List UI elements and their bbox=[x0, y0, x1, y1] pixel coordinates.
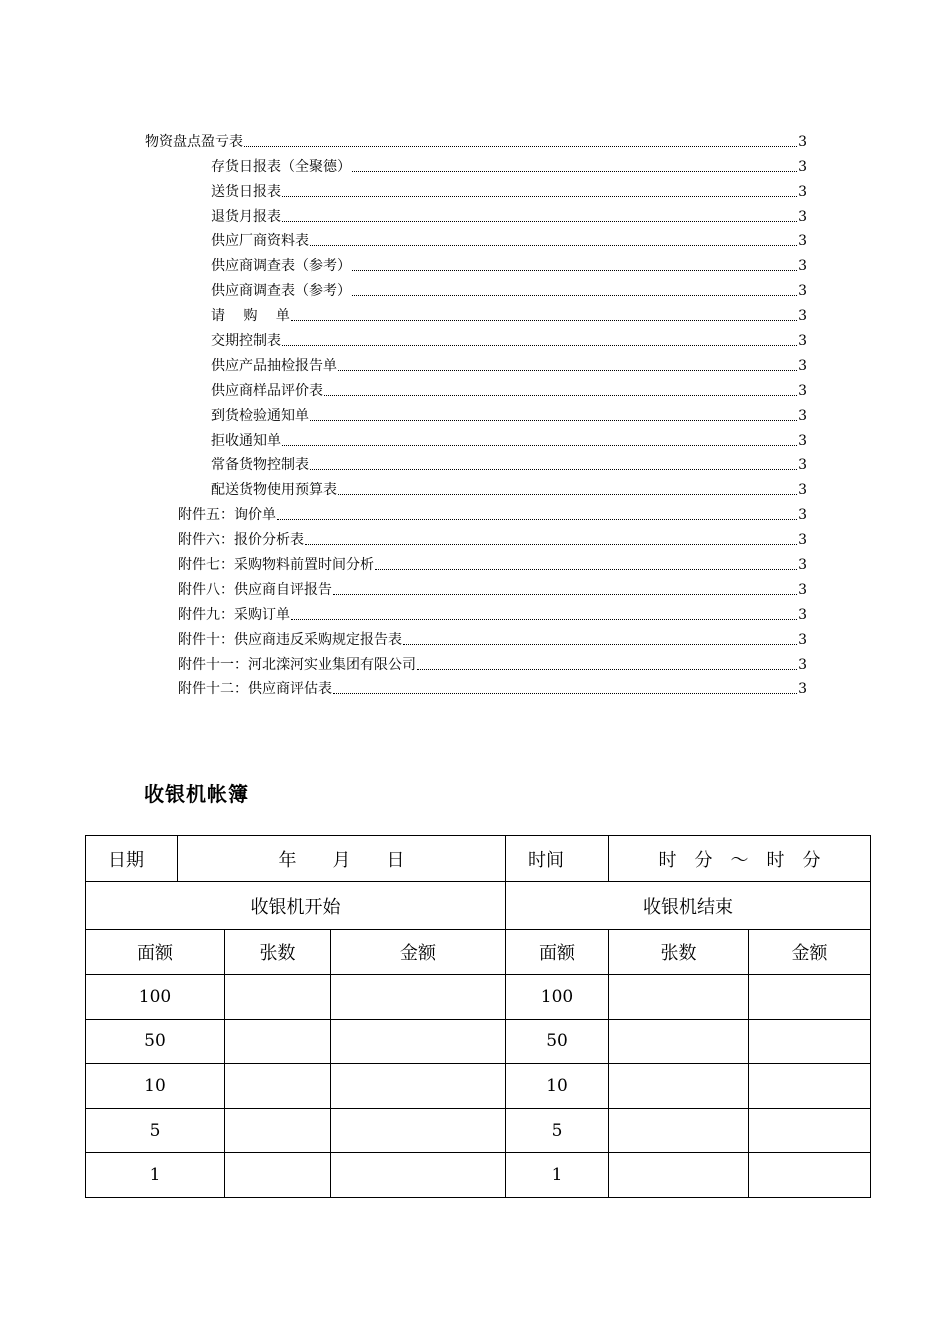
toc-entry-title: 送货日报表 bbox=[211, 183, 281, 200]
toc-entry-page: 3 bbox=[798, 233, 807, 250]
end-denomination-cell: 5 bbox=[506, 1108, 609, 1153]
cash-register-ledger-table bbox=[85, 835, 870, 1197]
time-value[interactable]: 时 分 ～ 时 分 bbox=[609, 836, 871, 882]
end-amount-cell[interactable] bbox=[749, 1019, 871, 1064]
toc-entry-page: 3 bbox=[798, 507, 807, 524]
end-denomination-cell: 100 bbox=[506, 975, 609, 1020]
start-count-cell[interactable] bbox=[225, 1019, 331, 1064]
end-denomination-cell: 1 bbox=[506, 1153, 609, 1198]
toc-entry[interactable] bbox=[145, 598, 807, 623]
toc-dot-leader bbox=[338, 493, 797, 495]
toc-entry-title: 请 购 单 bbox=[211, 308, 290, 325]
toc-dot-leader bbox=[282, 195, 797, 197]
toc-dot-leader bbox=[282, 220, 797, 222]
start-denomination-cell: 5 bbox=[86, 1108, 225, 1153]
start-denomination-cell: 10 bbox=[86, 1064, 225, 1109]
toc-entry[interactable] bbox=[145, 523, 807, 548]
toc-entry[interactable] bbox=[145, 473, 807, 498]
start-denomination-cell: 50 bbox=[86, 1019, 225, 1064]
end-amount-cell[interactable] bbox=[749, 1153, 871, 1198]
toc-dot-leader bbox=[338, 369, 797, 371]
start-amount-cell[interactable] bbox=[331, 1064, 506, 1109]
toc-entry-title: 供应商调查表（参考） bbox=[211, 258, 351, 275]
toc-entry-page: 3 bbox=[798, 656, 807, 673]
toc-entry-title: 附件十：供应商违反采购规定报告表 bbox=[178, 631, 402, 648]
toc-entry-title: 附件七：采购物料前置时间分析 bbox=[178, 557, 374, 574]
end-col-amount: 金额 bbox=[749, 930, 871, 975]
toc-entry[interactable] bbox=[145, 225, 807, 250]
end-count-cell[interactable] bbox=[609, 975, 749, 1020]
toc-entry-page: 3 bbox=[798, 158, 807, 175]
toc-entry-title: 附件六：报价分析表 bbox=[178, 532, 304, 549]
toc-entry-title: 常备货物控制表 bbox=[211, 457, 309, 474]
toc-entry-page: 3 bbox=[798, 308, 807, 325]
toc-entry-page: 3 bbox=[798, 631, 807, 648]
end-amount-cell[interactable] bbox=[749, 975, 871, 1020]
toc-entry-page: 3 bbox=[798, 557, 807, 574]
toc-entry-page: 3 bbox=[798, 382, 807, 399]
start-amount-cell[interactable] bbox=[331, 1153, 506, 1198]
date-value[interactable]: 年 月 日 bbox=[178, 836, 506, 882]
toc-dot-leader bbox=[324, 394, 797, 396]
start-count-cell[interactable] bbox=[225, 1108, 331, 1153]
end-header: 收银机结束 bbox=[506, 882, 871, 930]
toc-entry-page: 3 bbox=[798, 333, 807, 350]
toc-dot-leader bbox=[291, 319, 797, 321]
toc-dot-leader bbox=[352, 294, 797, 296]
toc-entry-page: 3 bbox=[798, 283, 807, 300]
toc-dot-leader bbox=[310, 244, 797, 246]
toc-entry[interactable] bbox=[145, 175, 807, 200]
toc-entry-title: 存货日报表（全聚德） bbox=[211, 158, 351, 175]
end-col-count: 张数 bbox=[609, 930, 749, 975]
table-row bbox=[86, 1019, 871, 1064]
toc-entry[interactable] bbox=[145, 673, 807, 698]
toc-entry-page: 3 bbox=[798, 208, 807, 225]
ledger-title: 收银机帐簿 bbox=[144, 782, 249, 806]
toc-entry[interactable] bbox=[145, 374, 807, 399]
toc-dot-leader bbox=[403, 643, 797, 645]
toc-entry-title: 供应厂商资料表 bbox=[211, 233, 309, 250]
toc-entry[interactable] bbox=[145, 548, 807, 573]
toc-entry-title: 附件十二：供应商评估表 bbox=[178, 681, 332, 698]
toc-entry[interactable] bbox=[145, 498, 807, 523]
toc-entry[interactable] bbox=[145, 424, 807, 449]
toc-entry[interactable] bbox=[145, 449, 807, 474]
start-col-count: 张数 bbox=[225, 930, 331, 975]
toc-entry[interactable] bbox=[145, 125, 807, 150]
toc-entry[interactable] bbox=[145, 349, 807, 374]
toc-dot-leader bbox=[352, 269, 797, 271]
toc-dot-leader bbox=[244, 145, 797, 147]
time-label: 时间 bbox=[506, 836, 609, 882]
toc-entry-page: 3 bbox=[798, 432, 807, 449]
toc-entry[interactable] bbox=[145, 249, 807, 274]
start-amount-cell[interactable] bbox=[331, 975, 506, 1020]
toc-entry-page: 3 bbox=[798, 532, 807, 549]
toc-dot-leader bbox=[282, 344, 797, 346]
start-amount-cell[interactable] bbox=[331, 1108, 506, 1153]
toc-entry-page: 3 bbox=[798, 133, 807, 150]
toc-entry[interactable] bbox=[145, 299, 807, 324]
toc-entry-page: 3 bbox=[798, 258, 807, 275]
toc-dot-leader bbox=[291, 618, 797, 620]
toc-entry-title: 附件十一：河北滦河实业集团有限公司 bbox=[178, 656, 416, 673]
start-col-amount: 金额 bbox=[331, 930, 506, 975]
toc-dot-leader bbox=[333, 593, 797, 595]
end-denomination-cell: 10 bbox=[506, 1064, 609, 1109]
start-header: 收银机开始 bbox=[86, 882, 506, 930]
toc-dot-leader bbox=[277, 518, 797, 520]
toc-entry-title: 附件八：供应商自评报告 bbox=[178, 581, 332, 598]
toc-entry-title: 附件五：询价单 bbox=[178, 507, 276, 524]
toc-dot-leader bbox=[352, 170, 797, 172]
toc-entry-page: 3 bbox=[798, 606, 807, 623]
toc-entry-title: 交期控制表 bbox=[211, 333, 281, 350]
toc-entry-page: 3 bbox=[798, 482, 807, 499]
end-count-cell[interactable] bbox=[609, 1153, 749, 1198]
toc-entry-page: 3 bbox=[798, 581, 807, 598]
toc-entry-page: 3 bbox=[798, 357, 807, 374]
toc-entry-title: 供应商样品评价表 bbox=[211, 382, 323, 399]
toc-entry-title: 供应产品抽检报告单 bbox=[211, 357, 337, 374]
table-row bbox=[86, 1108, 871, 1153]
toc-entry-title: 配送货物使用预算表 bbox=[211, 482, 337, 499]
toc-entry[interactable] bbox=[145, 399, 807, 424]
toc-entry[interactable] bbox=[145, 648, 807, 673]
table-row bbox=[86, 1064, 871, 1109]
table-of-contents bbox=[145, 125, 807, 697]
end-amount-cell[interactable] bbox=[749, 1108, 871, 1153]
start-col-denomination: 面额 bbox=[86, 930, 225, 975]
toc-dot-leader bbox=[417, 668, 797, 670]
end-denomination-cell: 50 bbox=[506, 1019, 609, 1064]
toc-entry-title: 到货检验通知单 bbox=[211, 407, 309, 424]
toc-dot-leader bbox=[333, 692, 797, 694]
date-label: 日期 bbox=[86, 836, 178, 882]
toc-entry-title: 供应商调查表（参考） bbox=[211, 283, 351, 300]
start-count-cell[interactable] bbox=[225, 975, 331, 1020]
toc-dot-leader bbox=[375, 568, 797, 570]
toc-entry[interactable] bbox=[145, 324, 807, 349]
toc-entry[interactable] bbox=[145, 150, 807, 175]
end-amount-cell[interactable] bbox=[749, 1064, 871, 1109]
toc-entry-page: 3 bbox=[798, 183, 807, 200]
toc-entry-title: 物资盘点盈亏表 bbox=[145, 133, 243, 150]
toc-dot-leader bbox=[310, 468, 797, 470]
toc-entry-page: 3 bbox=[798, 681, 807, 698]
table-row bbox=[86, 1153, 871, 1198]
end-count-cell[interactable] bbox=[609, 1064, 749, 1109]
toc-entry-page: 3 bbox=[798, 457, 807, 474]
start-count-cell[interactable] bbox=[225, 1153, 331, 1198]
toc-entry[interactable] bbox=[145, 274, 807, 299]
toc-entry-title: 退货月报表 bbox=[211, 208, 281, 225]
toc-entry[interactable] bbox=[145, 200, 807, 225]
toc-dot-leader bbox=[305, 543, 797, 545]
end-col-denomination: 面额 bbox=[506, 930, 609, 975]
table-row bbox=[86, 975, 871, 1020]
toc-entry[interactable] bbox=[145, 573, 807, 598]
toc-dot-leader bbox=[310, 419, 797, 421]
toc-entry-title: 附件九：采购订单 bbox=[178, 606, 290, 623]
toc-entry-page: 3 bbox=[798, 407, 807, 424]
start-denomination-cell: 100 bbox=[86, 975, 225, 1020]
toc-entry[interactable] bbox=[145, 623, 807, 648]
start-amount-cell[interactable] bbox=[331, 1019, 506, 1064]
toc-entry-title: 拒收通知单 bbox=[211, 432, 281, 449]
toc-dot-leader bbox=[282, 444, 797, 446]
end-count-cell[interactable] bbox=[609, 1019, 749, 1064]
start-denomination-cell: 1 bbox=[86, 1153, 225, 1198]
end-count-cell[interactable] bbox=[609, 1108, 749, 1153]
start-count-cell[interactable] bbox=[225, 1064, 331, 1109]
